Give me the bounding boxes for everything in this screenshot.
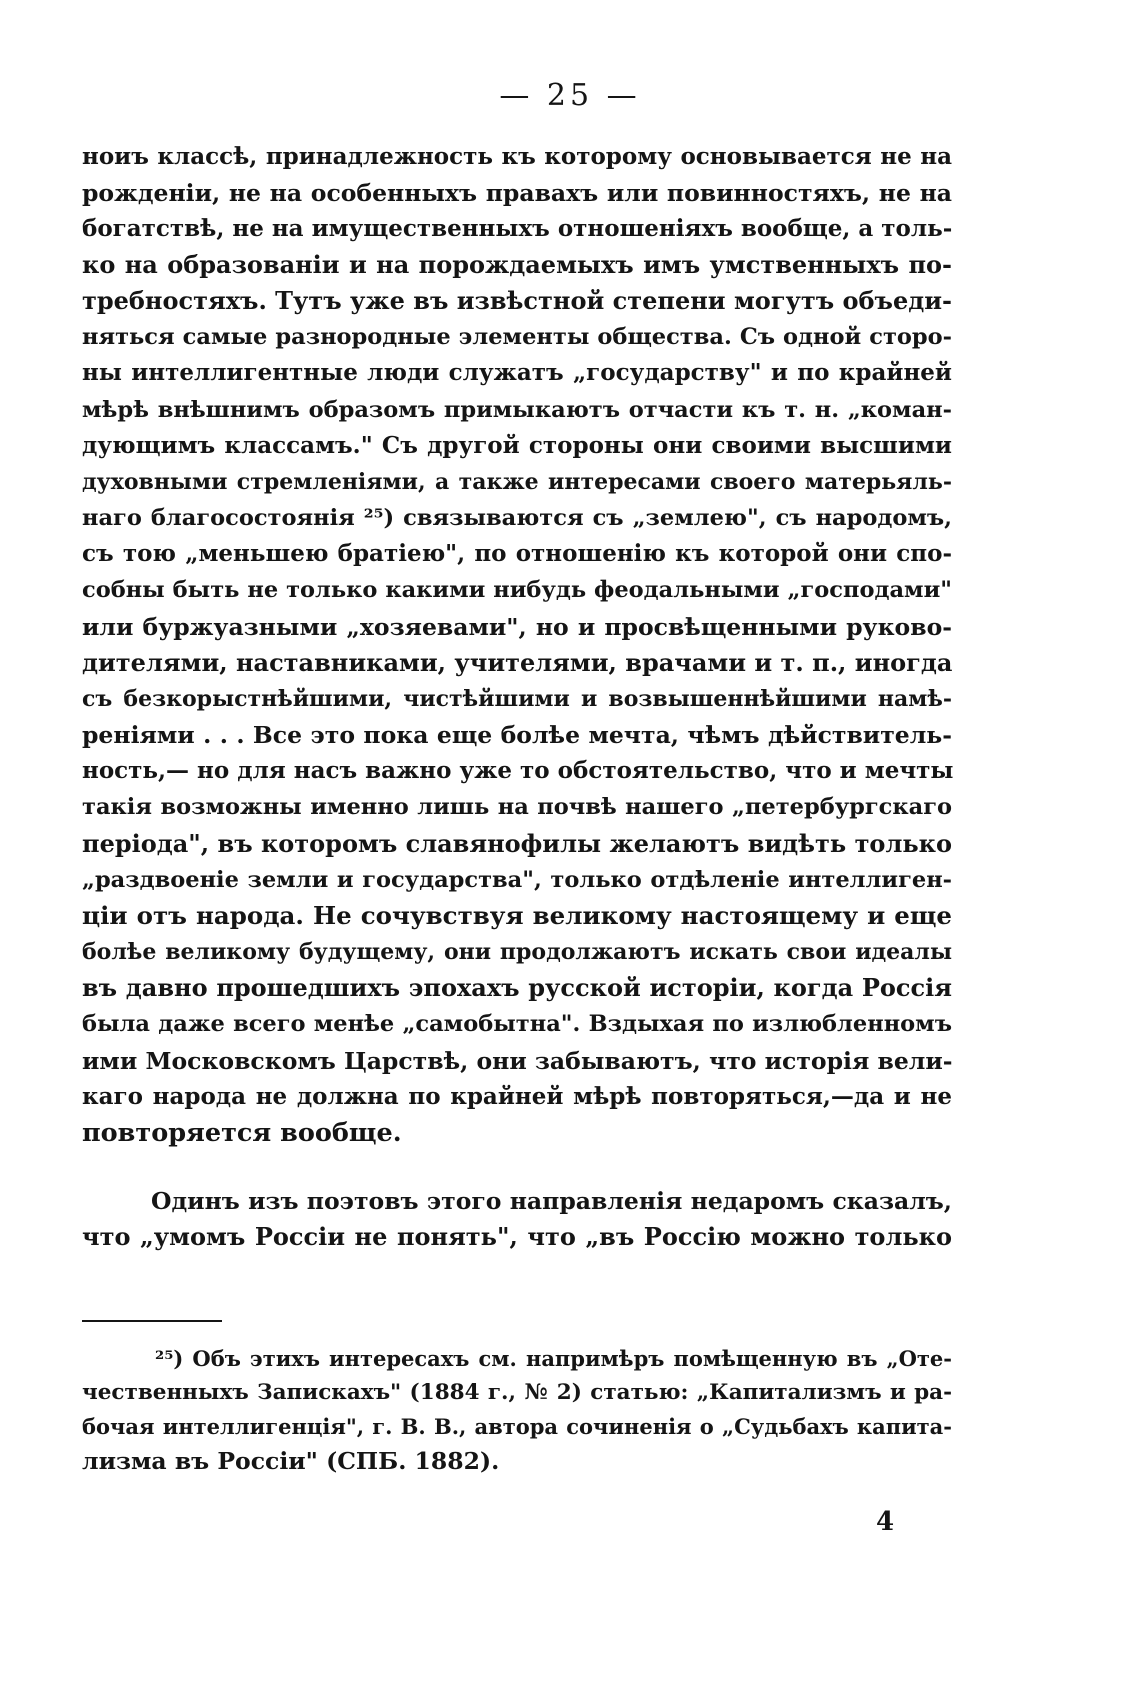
footnote-line: лизма въ Россіи" (СПБ. 1882). xyxy=(82,1447,500,1475)
text-line: дителями, наставниками, учителями, врачами и т. п., иногда xyxy=(82,648,953,677)
text-line: ность,— но для насъ важно уже то обстоятельство, что и мечты xyxy=(82,757,954,784)
footnote-line: ²⁵) Объ этихъ интересахъ см. напримѣръ помѣщенную въ „Оте- xyxy=(155,1346,952,1371)
text-line: ко на образованіи и на порождаемыхъ имъ умственныхъ по- xyxy=(82,250,952,279)
text-line: ноиъ классѣ, принадлежность къ которому основывается не на xyxy=(82,143,952,170)
text-line: „раздвоеніе земли и государства", только отдѣленіе интеллиген- xyxy=(82,867,952,893)
text-line: каго народа не должна по крайней мѣрѣ повторяться,—да и не xyxy=(82,1083,952,1110)
text-line: собны быть не только какими нибудь феодальными „господами" xyxy=(82,577,952,603)
text-line: была даже всего менѣе „самобытна". Вздыхая по излюбленномъ xyxy=(82,1011,952,1037)
signature-mark: 4 xyxy=(876,1507,895,1537)
text-line: ціи отъ народа. Не сочувствуя великому настоящему и еще xyxy=(82,901,952,930)
footnote-divider xyxy=(82,1320,222,1322)
text-line: богатствѣ, не на имущественныхъ отношеніяхъ вообще, а толь- xyxy=(82,215,953,242)
text-line: требностяхъ. Тутъ уже въ извѣстной степени могутъ объеди- xyxy=(82,286,952,315)
footnote-line: чественныхъ Запискахъ" (1884 г., № 2) статью: „Капитализмъ и ра- xyxy=(82,1380,952,1405)
text-line: такія возможны именно лишь на почвѣ нашего „петербургскаго xyxy=(82,794,952,820)
text-line: съ безкорыстнѣйшими, чистѣйшими и возвышеннѣйшими намѣ- xyxy=(82,686,952,712)
text-line: рожденіи, не на особенныхъ правахъ или повинностяхъ, не на xyxy=(82,179,952,207)
text-line: Одинъ изъ поэтовъ этого направленія недаромъ сказалъ, xyxy=(151,1187,952,1215)
text-line: мѣрѣ внѣшнимъ образомъ примыкаютъ отчасти къ т. н. „коман- xyxy=(82,397,952,423)
text-line: что „умомъ Россіи не понять", что „въ Россію можно только xyxy=(82,1222,952,1251)
text-line: духовными стремленіями, а также интересами своего матерьяль- xyxy=(82,469,952,495)
text-line: болѣе великому будущему, они продолжаютъ искать свои идеалы xyxy=(82,939,952,965)
text-line: или буржуазными „хозяевами", но и просвѣщенными руково- xyxy=(82,613,952,641)
text-line: съ тою „меньшею братіею", по отношенію къ которой они спо- xyxy=(82,540,952,567)
text-line: ими Московскомъ Царствѣ, они забываютъ, что исторія вели- xyxy=(82,1047,953,1075)
page-number: — 25 — xyxy=(499,78,641,113)
text-line: періода", въ которомъ славянофилы желаютъ видѣть только xyxy=(82,829,952,858)
text-line: ны интеллигентные люди служатъ „государству" и по крайней xyxy=(82,359,952,386)
text-line: реніями . . . Все это пока еще болѣе мечта, чѣмъ дѣйствитель- xyxy=(82,721,952,749)
footnote-line: бочая интеллигенція", г. В. В., автора сочиненія о „Судьбахъ капита- xyxy=(82,1414,952,1439)
text-line: повторяется вообще. xyxy=(82,1118,402,1148)
text-line: няться самые разнородные элементы общества. Съ одной сторо- xyxy=(82,324,952,350)
text-line: дующимъ классамъ." Съ другой стороны они своими высшими xyxy=(82,432,952,459)
text-line: наго благосостоянія ²⁵) связываются съ „землею", съ народомъ, xyxy=(82,505,952,531)
text-line: въ давно прошедшихъ эпохахъ русской исторіи, когда Россія xyxy=(82,973,952,1002)
